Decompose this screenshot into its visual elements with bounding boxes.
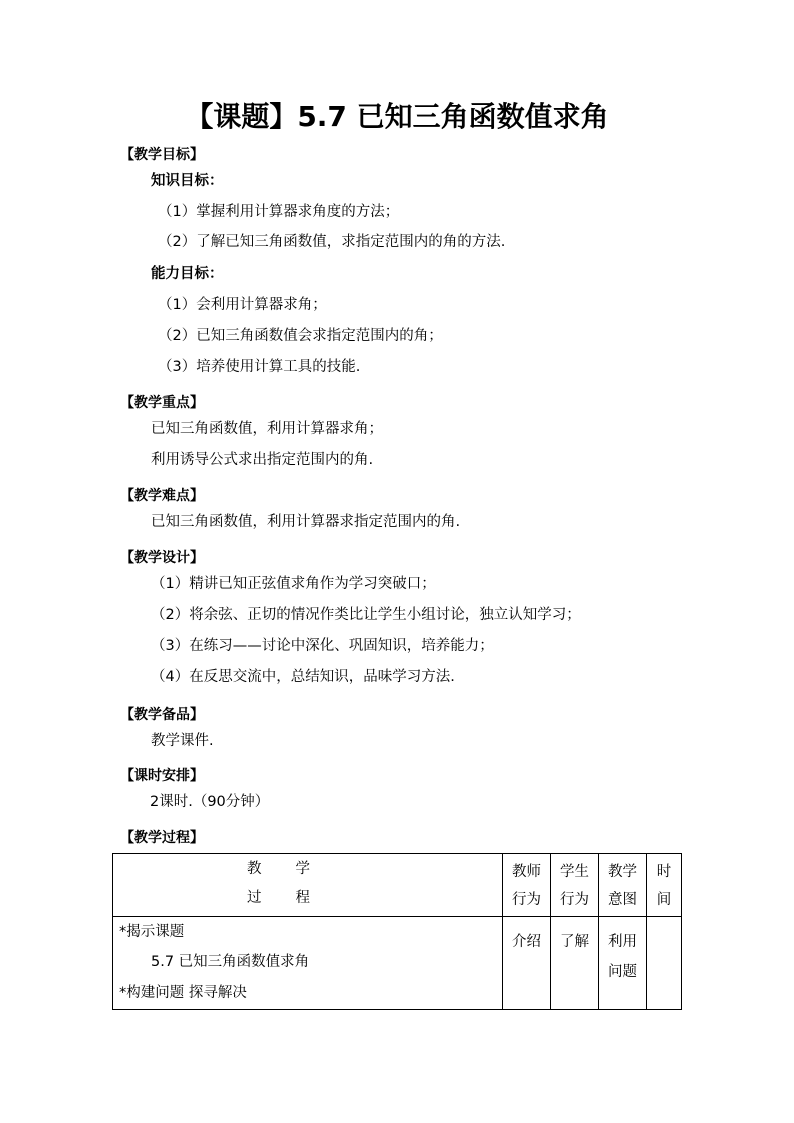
label-knowledge-objectives: 知识目标：	[151, 173, 224, 189]
row1-student	[551, 917, 599, 1010]
heading-schedule: 【课时安排】	[120, 768, 204, 784]
heading-design: 【教学设计】	[120, 550, 204, 566]
design-item-1: （1）精讲已知正弦值求角作为学习突破口；	[151, 576, 436, 592]
ability-item-3: （3）培养使用计算工具的技能.	[158, 359, 361, 375]
heading-key-points: 【教学重点】	[120, 395, 204, 411]
process-table-row	[113, 917, 682, 1010]
header-process-line1: 教学	[247, 861, 344, 877]
row1-intent-line2: 问题	[608, 964, 637, 980]
header-time	[647, 854, 682, 917]
header-student-line1: 学生	[560, 864, 589, 880]
ability-item-1: （1）会利用计算器求角；	[158, 297, 327, 313]
key-point-2: 利用诱导公式求出指定范围内的角.	[151, 452, 374, 468]
row1-student-text: 了解	[560, 934, 589, 950]
heading-difficulties: 【教学难点】	[120, 488, 204, 504]
header-intent	[599, 854, 647, 917]
ability-item-2: （2）已知三角函数值会求指定范围内的角；	[158, 328, 443, 344]
difficulty-item-1: 已知三角函数值，利用计算器求指定范围内的角.	[151, 514, 461, 530]
row1-intent-line1: 利用	[608, 934, 637, 950]
header-teacher	[503, 854, 551, 917]
row1-process-line2: 5.7 已知三角函数值求角	[151, 954, 310, 970]
header-process	[113, 854, 503, 917]
header-process-line2: 过程	[247, 890, 344, 906]
row1-time	[647, 917, 682, 1010]
row1-teacher-text: 介绍	[512, 934, 541, 950]
heading-process: 【教学过程】	[120, 830, 204, 846]
knowledge-item-1: （1）掌握利用计算器求角度的方法；	[158, 204, 400, 220]
heading-materials: 【教学备品】	[120, 707, 204, 723]
row1-process-line3: *构建问题 探寻解决	[119, 985, 247, 1001]
process-table-header-row	[113, 854, 682, 917]
design-item-2: （2）将余弦、正切的情况作类比让学生小组讨论，独立认知学习；	[151, 607, 581, 623]
row1-intent	[599, 917, 647, 1010]
schedule-item-1: 2课时.（90分钟）	[150, 794, 270, 810]
header-student	[551, 854, 599, 917]
label-ability-objectives: 能力目标：	[151, 266, 224, 282]
header-intent-line2: 意图	[608, 892, 637, 908]
process-table	[112, 853, 682, 1010]
heading-objectives: 【教学目标】	[120, 147, 204, 163]
row1-process-line1: *揭示课题	[119, 924, 185, 940]
header-time-line2: 间	[656, 892, 672, 908]
knowledge-item-2: （2）了解已知三角函数值，求指定范围内的角的方法.	[158, 234, 506, 250]
header-intent-line1: 教学	[608, 864, 637, 880]
design-item-3: （3）在练习——讨论中深化、巩固知识，培养能力；	[151, 638, 494, 654]
header-teacher-line2: 行为	[512, 892, 541, 908]
materials-item-1: 教学课件.	[151, 733, 214, 749]
header-student-line2: 行为	[560, 892, 589, 908]
header-teacher-line1: 教师	[512, 864, 541, 880]
header-time-line1: 时	[656, 864, 672, 880]
key-point-1: 已知三角函数值，利用计算器求角；	[151, 421, 383, 437]
row1-process	[113, 917, 503, 1010]
page-title: 【课题】5.7 已知三角函数值求角	[185, 100, 609, 133]
row1-teacher	[503, 917, 551, 1010]
design-item-4: （4）在反思交流中，总结知识，品味学习方法.	[151, 669, 455, 685]
